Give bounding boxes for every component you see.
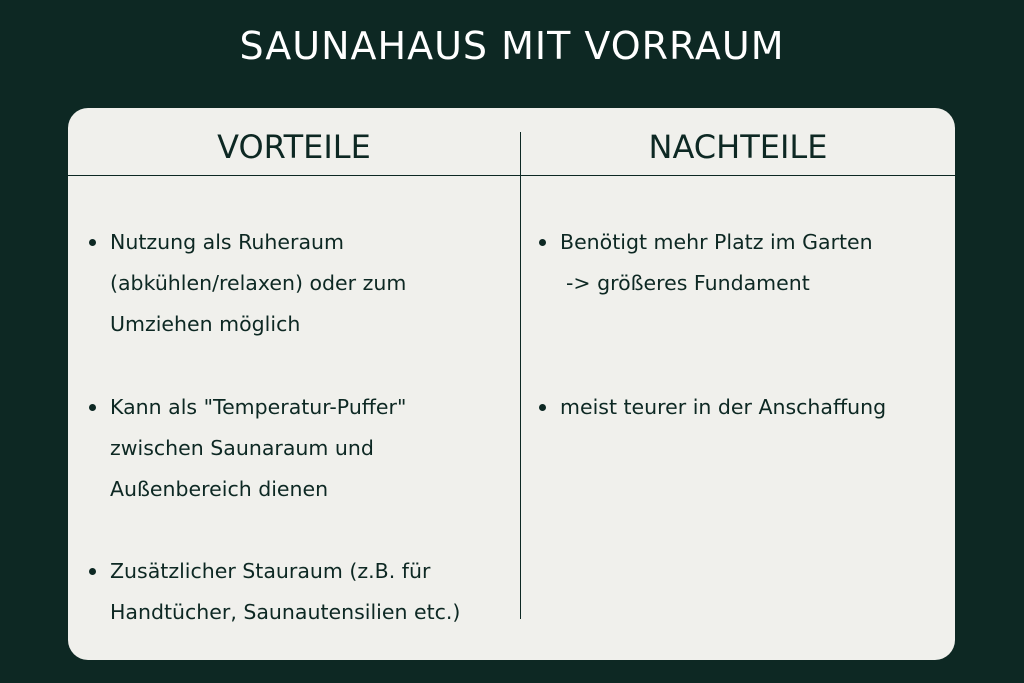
comparison-card [68, 108, 955, 660]
vorteile-heading: VORTEILE [217, 128, 371, 166]
nachteile-item-line: Benötigt mehr Platz im Garten [560, 230, 873, 254]
nachteile-item-platz [538, 222, 955, 304]
nachteile-item-line: meist teurer in der Anschaffung [560, 395, 887, 419]
vorteile-item-line: Zusätzlicher Stauraum (z.B. für [110, 559, 431, 583]
vorteile-item-stauraum [88, 551, 510, 633]
nachteile-item-kosten [538, 387, 955, 428]
vorteile-item-line: Handtücher, Saunautensilien etc.) [110, 600, 461, 624]
vorteile-item-ruheraum [88, 222, 510, 345]
vorteile-item-line: Nutzung als Ruheraum [110, 230, 344, 254]
page-title: SAUNAHAUS MIT VORRAUM [239, 24, 785, 68]
vorteile-item-line: Außenbereich dienen [110, 477, 329, 501]
header-divider [68, 175, 955, 176]
vorteile-item-line: (abkühlen/relaxen) oder zum [110, 271, 407, 295]
nachteile-heading: NACHTEILE [648, 128, 828, 166]
nachteile-item-line: -> größeres Fundament [566, 271, 810, 295]
vorteile-item-line: zwischen Saunaraum und [110, 436, 374, 460]
vorteile-item-line: Kann als "Temperatur-Puffer" [110, 395, 407, 419]
vorteile-item-line: Umziehen möglich [110, 312, 301, 336]
vorteile-item-temperatur-puffer [88, 387, 510, 510]
column-divider [520, 132, 521, 619]
